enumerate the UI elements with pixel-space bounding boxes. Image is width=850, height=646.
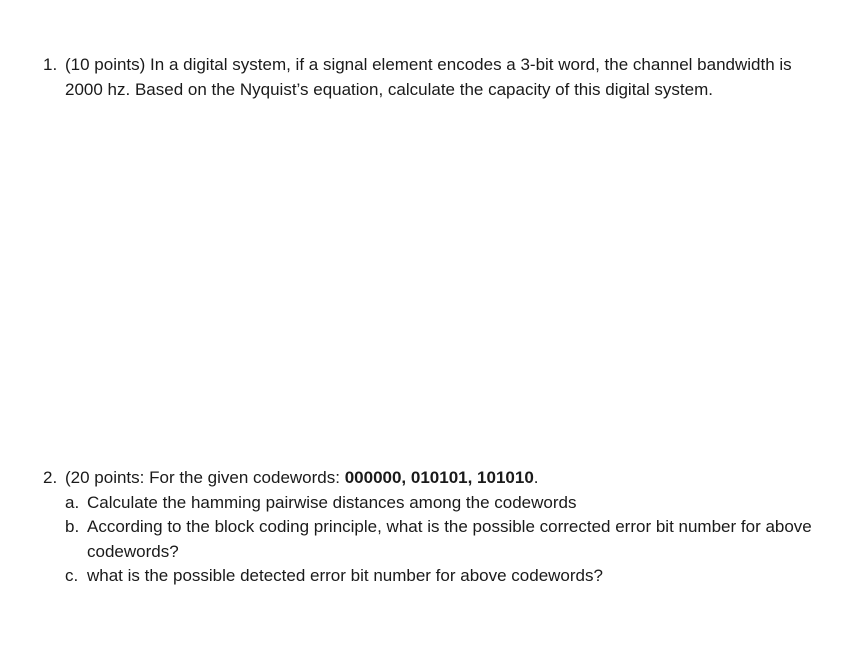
subitem-c — [65, 564, 833, 589]
question-1-text: (10 points) In a digital system, if a signal element encodes a 3-bit word, the channel bandwidth is 2000 hz. Based on the Nyquist’s equation, calculate the capacity of this digital system. — [65, 55, 792, 99]
codewords: 000000, 010101, 101010 — [344, 468, 534, 487]
question-1 — [43, 53, 833, 102]
question-1-line — [43, 53, 833, 102]
subitem-a-letter: a. — [65, 492, 80, 512]
subitem-a-text: Calculate the hamming pairwise distances among the codewords — [87, 492, 577, 512]
question-2-intro-end: . — [533, 468, 539, 487]
subitem-a — [65, 491, 833, 516]
subitem-b — [65, 515, 833, 564]
question-1-number: 1. — [43, 55, 58, 74]
subitem-c-letter: c. — [65, 566, 79, 585]
subitem-b-letter: b. — [65, 517, 80, 536]
question-2-text — [65, 466, 833, 491]
subitem-c-text: what is the possible detected error bit number for above codewords? — [87, 566, 603, 585]
question-2 — [43, 466, 833, 589]
question-2-number: 2. — [43, 468, 58, 487]
question-2-subitems — [65, 491, 833, 589]
question-2-intro: (20 points: For the given codewords: — [65, 468, 345, 487]
subitem-b-text: According to the block coding principle, what is the possible corrected error bit number for above codewords? — [87, 517, 812, 561]
question-2-line — [43, 466, 833, 491]
